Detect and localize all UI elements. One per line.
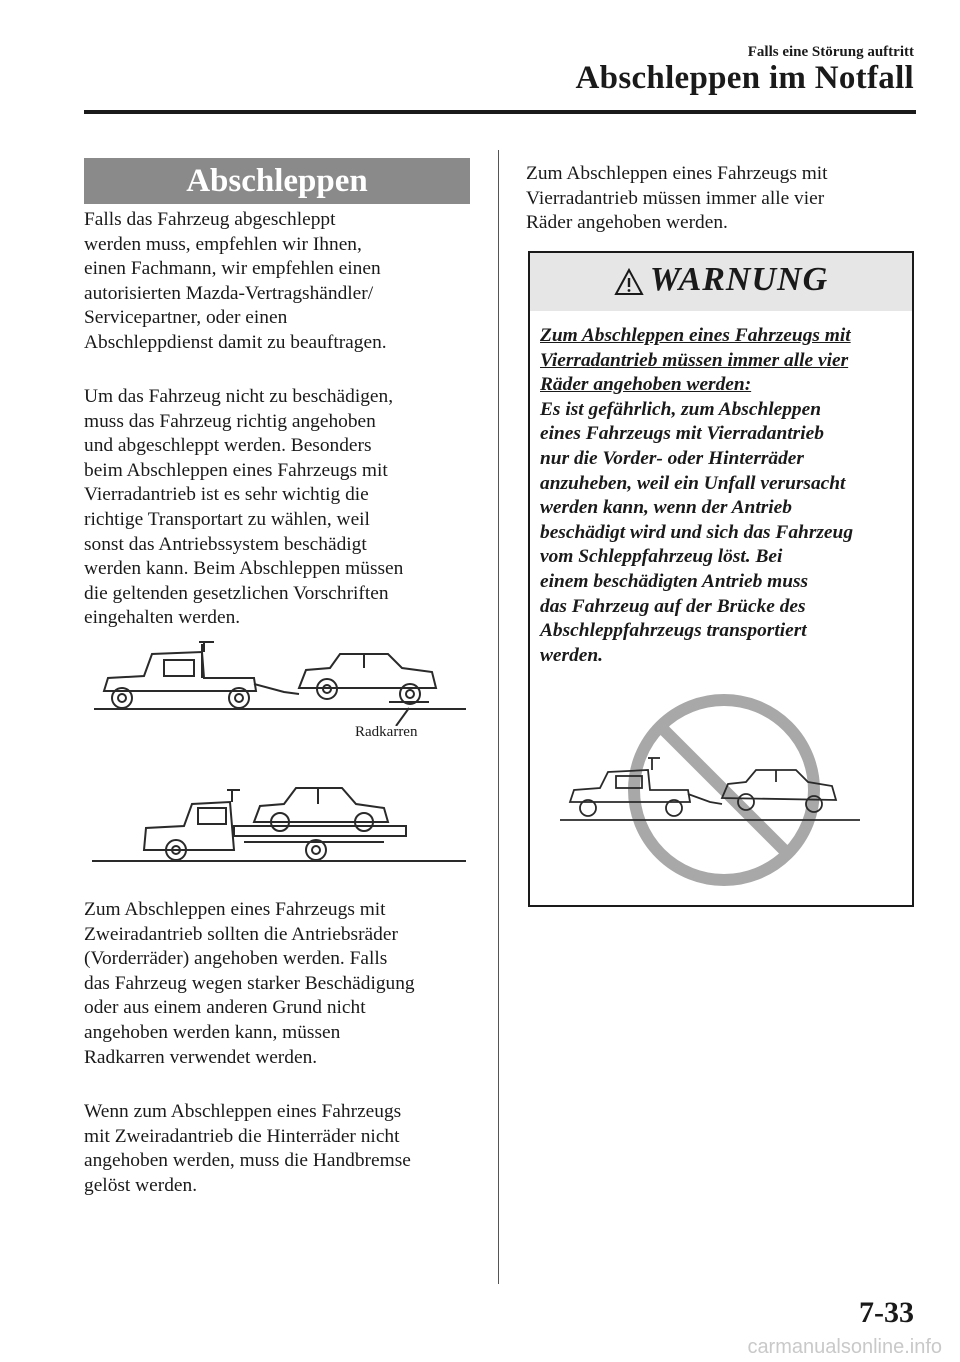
paragraph-four-wheel-drive: Zum Abschleppen eines Fahrzeugs mit Vierradantrieb müssen immer alle vier Räder angehoben werden. (526, 163, 828, 234)
figure-label-radkarren: Radkarren (355, 724, 418, 740)
paragraph-two-wheel-drive: Zum Abschleppen eines Fahrzeugs mit Zweiradantrieb sollten die Antriebsräder (Vorderräder) angehoben werden. Falls das Fahrzeug wegen starker Beschädigung oder aus einem anderen Grund nicht angehoben werden kann, müssen Radkarren verwendet werden. (84, 899, 415, 1068)
paragraph-intro: Falls das Fahrzeug abgeschleppt werden muss, empfehlen wir Ihnen, einen Fachmann, wir empfehlen einen autorisierten Mazda-Vertragshändler/ Servicepartner, oder einen Abschleppdienst damit zu beauftragen. (84, 209, 387, 353)
tow-truck-dolly-illustration (84, 636, 474, 726)
column-divider (498, 150, 499, 1284)
page-number: 7-33 (859, 1296, 914, 1329)
warning-text (540, 324, 912, 668)
watermark: carmanualsonline.info (747, 1336, 942, 1358)
warning-lead: Zum Abschleppen eines Fahrzeugs mit Vierradantrieb müssen immer alle vier Räder angehoben werden: (540, 325, 851, 396)
chapter-title: Falls eine Störung auftritt (747, 44, 914, 60)
prohibited-towing-illustration (560, 690, 880, 890)
header-rule (84, 110, 916, 114)
section-heading: Abschleppen (84, 158, 470, 204)
paragraph-handbrake: Wenn zum Abschleppen eines Fahrzeugs mit Zweiradantrieb die Hinterräder nicht angehoben werden, muss die Handbremse gelöst werden. (84, 1101, 411, 1196)
warning-title (530, 261, 912, 299)
warning-title-text: WARNUNG (649, 261, 829, 298)
page-title: Abschleppen im Notfall (575, 60, 914, 96)
paragraph-lifting: Um das Fahrzeug nicht zu beschädigen, muss das Fahrzeug richtig angehoben und abgeschleppt werden. Besonders beim Abschleppen eines Fahrzeugs mit Vierradantrieb ist es sehr wichtig die richtige Transportart zu wählen, weil sonst das Antriebssystem beschädigt werden kann. Beim Abschleppen müssen die geltenden gesetzlichen Vorschriften eingehalten werden. (84, 386, 404, 629)
warning-body: Es ist gefährlich, zum Abschleppen eines Fahrzeugs mit Vierradantrieb nur die Vorder- oder Hinterräder anzuheben, weil ein Unfall verursacht werden kann, wenn der Antrieb beschädigt wird und sich das Fahrzeug vom Schleppfahrzeug löst. Bei einem beschädigten Antrieb muss das Fahrzeug auf der Brücke des Abschleppfahrzeugs transportiert werden. (540, 398, 854, 666)
flatbed-truck-illustration (84, 780, 474, 870)
warning-triangle-icon (614, 268, 644, 296)
